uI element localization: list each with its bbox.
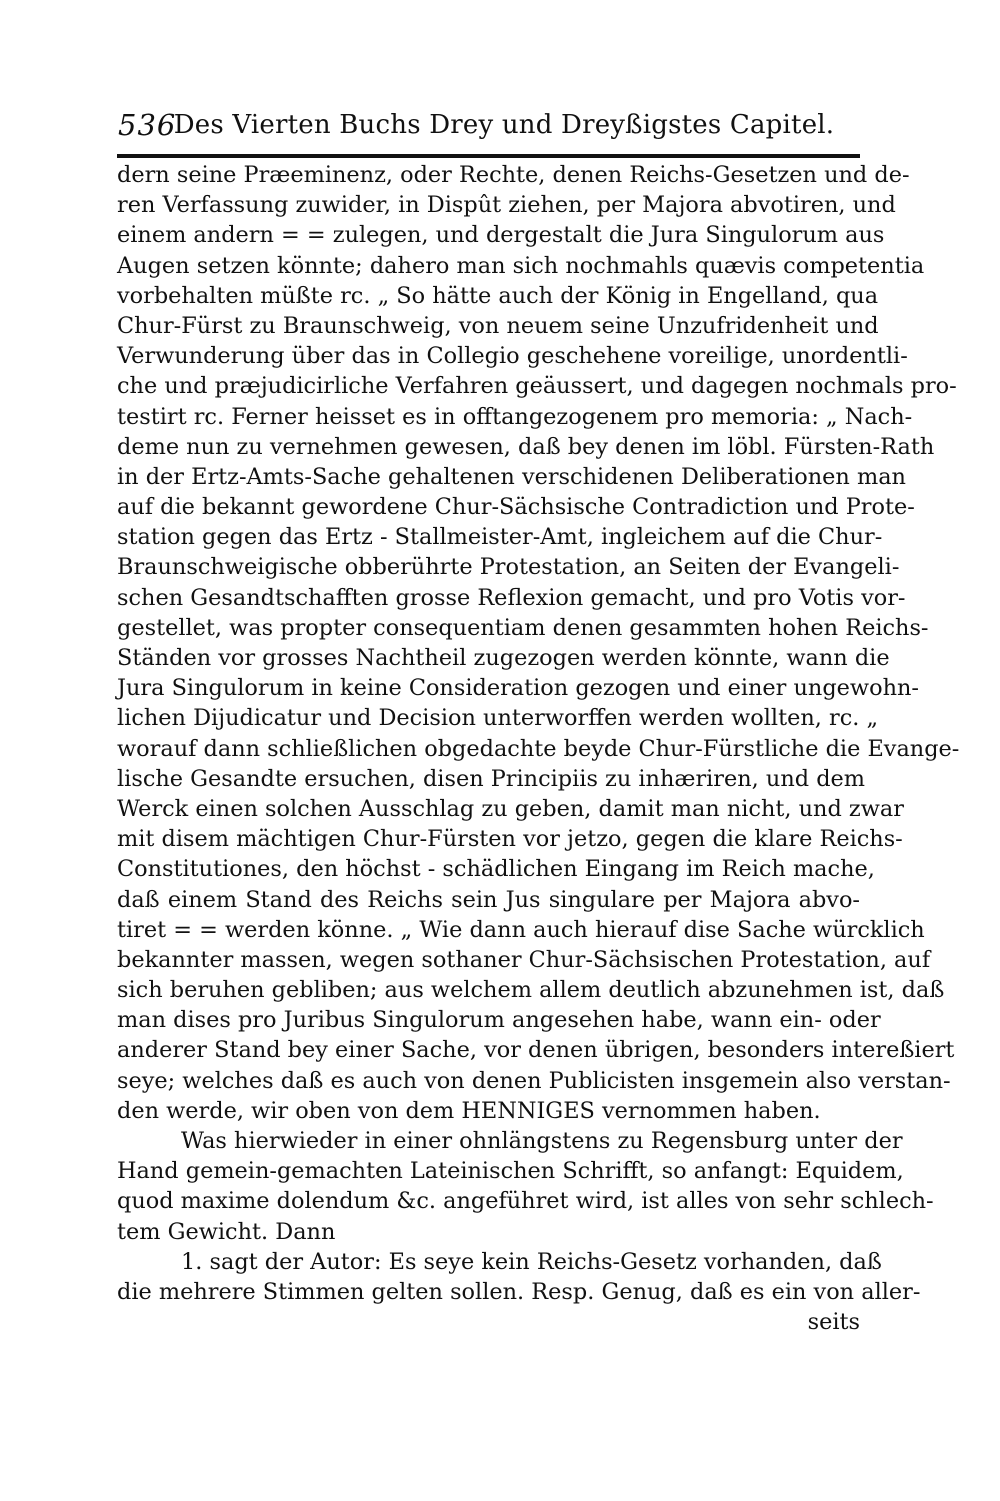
text-line: man dises pro Juribus Singulorum angesehen habe, wann ein- oder xyxy=(117,1007,881,1034)
text-line: daß einem Stand des Reichs sein Jus singulare per Majora abvo- xyxy=(117,886,860,913)
text-line: station gegen das Ertz - Stallmeister-Amt, ingleichem auf die Chur- xyxy=(117,524,883,551)
text-line: deme nun zu vernehmen gewesen, daß bey denen im löbl. Fürsten-Rath xyxy=(117,433,935,460)
text-line: tem Gewicht. Dann xyxy=(117,1218,336,1245)
text-line: bekannter massen, wegen sothaner Chur-Sächsischen Protestation, auf xyxy=(117,946,931,973)
catchword: seits xyxy=(807,1309,860,1336)
text-line: 1. sagt der Autor: Es seye kein Reichs-Gesetz vorhanden, daß xyxy=(181,1248,882,1275)
page-header xyxy=(118,104,860,156)
text-line: Hand gemein-gemachten Lateinischen Schrifft, so anfangt: Equidem, xyxy=(117,1158,904,1185)
text-line: ren Verfassung zuwider, in Dispût ziehen, per Majora abvotiren, und xyxy=(117,192,896,219)
text-line: anderer Stand bey einer Sache, vor denen übrigen, besonders intereßiert xyxy=(117,1037,955,1064)
text-line: sich beruhen gebliben; aus welchem allem deutlich abzunehmen ist, daß xyxy=(117,977,945,1004)
body-text xyxy=(117,160,960,1337)
text-line: Chur-Fürst zu Braunschweig, von neuem seine Unzufridenheit und xyxy=(117,312,879,339)
text-line: den werde, wir oben von dem HENNIGES vernommen haben. xyxy=(117,1097,821,1124)
text-line: quod maxime dolendum &c. angeführet wird, ist alles von sehr schlech- xyxy=(117,1188,934,1215)
text-line: lische Gesandte ersuchen, disen Principiis zu inhæriren, und dem xyxy=(117,765,866,792)
text-line: in der Ertz-Amts-Sache gehaltenen verschidenen Deliberationen man xyxy=(117,463,906,490)
text-line: Werck einen solchen Ausschlag zu geben, damit man nicht, und zwar xyxy=(117,795,904,822)
text-line: worauf dann schließlichen obgedachte beyde Chur-Fürstliche die Evange- xyxy=(117,735,960,762)
header-rule xyxy=(117,154,860,158)
text-line: Was hierwieder in einer ohnlängstens zu Regensburg unter der xyxy=(181,1128,903,1154)
text-line: tiret = = werden könne. „ Wie dann auch hierauf dise Sache würcklich xyxy=(117,916,925,943)
page-number: 536 xyxy=(118,108,177,142)
text-line: mit disem mächtigen Chur-Fürsten vor jetzo, gegen die klare Reichs- xyxy=(117,826,903,853)
text-line: Verwunderung über das in Collegio geschehene voreilige, unordentli- xyxy=(117,343,908,370)
text-line: gestellet, was propter consequentiam denen gesammten hohen Reichs- xyxy=(117,614,929,641)
text-line: lichen Dijudicatur und Decision unterworffen werden wollten, rc. „ xyxy=(117,705,879,732)
text-line: vorbehalten müßte rc. „ So hätte auch der König in Engelland, qua xyxy=(117,282,879,309)
text-line: einem andern = = zulegen, und dergestalt die Jura Singulorum aus xyxy=(117,222,885,249)
text-line: die mehrere Stimmen gelten sollen. Resp. Genug, daß es ein von aller- xyxy=(117,1278,921,1305)
text-line: Augen setzen könnte; dahero man sich nochmahls quævis competentia xyxy=(117,252,925,279)
text-line: Braunschweigische obberührte Protestation, an Seiten der Evangeli- xyxy=(117,554,900,581)
running-head: Des Vierten Buchs Drey und Dreyßigstes Capitel. xyxy=(173,110,835,140)
text-line: seye; welches daß es auch von denen Publicisten insgemein also verstan- xyxy=(117,1067,951,1094)
text-line: auf die bekannt gewordene Chur-Sächsische Contradiction und Prote- xyxy=(117,494,915,521)
text-line: Jura Singulorum in keine Consideration gezogen und einer ungewohn- xyxy=(117,675,919,702)
text-line: dern seine Præeminenz, oder Rechte, denen Reichs-Gesetzen und de- xyxy=(117,162,910,188)
text-line: Ständen vor grosses Nachtheil zugezogen werden könnte, wann die xyxy=(117,645,890,671)
text-line: schen Gesandtschafften grosse Reflexion gemacht, und pro Votis vor- xyxy=(117,584,906,611)
text-line: Constitutiones, den höchst - schädlichen Eingang im Reich mache, xyxy=(117,856,875,883)
text-line: testirt rc. Ferner heisset es in offtangezogenem pro memoria: „ Nach- xyxy=(117,403,913,430)
text-line: che und præjudicirliche Verfahren geäussert, und dagegen nochmals pro- xyxy=(117,373,957,400)
